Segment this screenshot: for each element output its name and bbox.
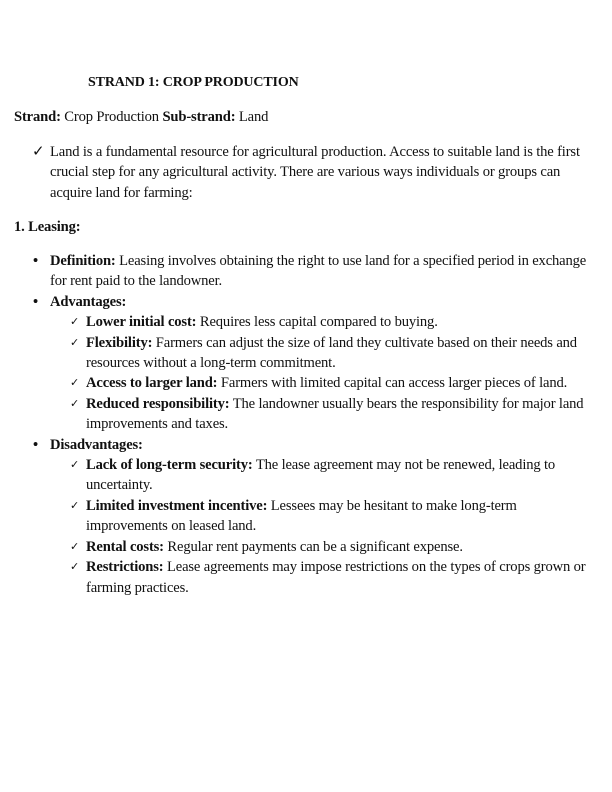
list-item bbox=[70, 496, 590, 537]
list-item bbox=[70, 312, 590, 332]
item-text: Regular rent payments can be a significant expense. bbox=[167, 538, 463, 555]
page-title: STRAND 1: CROP PRODUCTION bbox=[88, 75, 299, 90]
list-item bbox=[70, 394, 590, 435]
check-icon: ✓ bbox=[70, 377, 80, 390]
list-item bbox=[70, 557, 590, 598]
item-label: Definition: bbox=[50, 253, 116, 269]
disadvantages-item bbox=[33, 435, 590, 598]
bullet-icon: • bbox=[33, 293, 38, 310]
check-icon: ✓ bbox=[70, 459, 80, 472]
item-text: The lease agreement may not be renewed, leading to uncertainty. bbox=[86, 457, 556, 494]
item-label: Rental costs: bbox=[86, 538, 164, 555]
intro-text: Land is a fundamental resource for agricultural production. Access to suitable land is the first crucial step for any agricultural activity. There are various ways individuals or groups can acquire land for farming: bbox=[50, 144, 580, 201]
bullet-icon: • bbox=[33, 253, 38, 269]
sub-strand-value: Land bbox=[238, 109, 269, 125]
item-text: Lease agreements may impose restrictions on the types of crops grown or farming practices. bbox=[86, 559, 586, 596]
section-heading: 1. Leasing: bbox=[14, 219, 81, 235]
item-label: Access to larger land: bbox=[86, 375, 218, 392]
disadvantages-list bbox=[50, 455, 590, 598]
item-text: Lessees may be hesitant to make long-term improvements on leased land. bbox=[86, 497, 517, 535]
check-icon: ✓ bbox=[70, 540, 80, 553]
item-label: Disadvantages: bbox=[50, 436, 143, 453]
list-item bbox=[70, 333, 590, 374]
item-label: Lower initial cost: bbox=[86, 314, 197, 331]
strand-value: Crop Production bbox=[64, 109, 159, 125]
item-label: Reduced responsibility: bbox=[86, 395, 230, 412]
item-label: Restrictions: bbox=[86, 559, 164, 576]
check-icon: ✓ bbox=[70, 336, 80, 349]
item-label: Lack of long-term security: bbox=[86, 457, 253, 474]
item-label: Advantages: bbox=[50, 293, 127, 310]
strand-label: Strand: bbox=[14, 109, 61, 125]
check-icon: ✓ bbox=[70, 499, 80, 512]
intro-paragraph bbox=[32, 142, 590, 203]
item-label: Flexibility: bbox=[86, 334, 153, 351]
check-icon: ✓ bbox=[32, 144, 45, 160]
check-icon: ✓ bbox=[70, 397, 80, 410]
list-item bbox=[70, 455, 590, 496]
bullet-icon: • bbox=[33, 436, 38, 453]
list-item bbox=[70, 373, 590, 393]
item-text: Leasing involves obtaining the right to use land for a specified period in exchange for rent paid to the landowner. bbox=[50, 253, 587, 290]
check-icon: ✓ bbox=[70, 561, 80, 574]
strand-line bbox=[14, 107, 268, 127]
item-text: Farmers can adjust the size of land they cultivate based on their needs and resources without a long-term commitment. bbox=[86, 334, 577, 372]
item-text: Farmers with limited capital can access larger pieces of land. bbox=[220, 375, 568, 392]
check-icon: ✓ bbox=[70, 316, 80, 329]
sub-strand-label: Sub-strand: bbox=[162, 109, 236, 125]
advantages-item bbox=[33, 292, 590, 435]
leasing-list bbox=[33, 251, 590, 598]
item-text: The landowner usually bears the responsibility for major land improvements and taxes. bbox=[86, 395, 584, 433]
advantages-list bbox=[50, 312, 590, 434]
definition-item bbox=[33, 251, 590, 292]
item-label: Limited investment incentive: bbox=[86, 497, 268, 514]
item-text: Requires less capital compared to buying. bbox=[199, 314, 438, 331]
list-item bbox=[70, 537, 590, 557]
